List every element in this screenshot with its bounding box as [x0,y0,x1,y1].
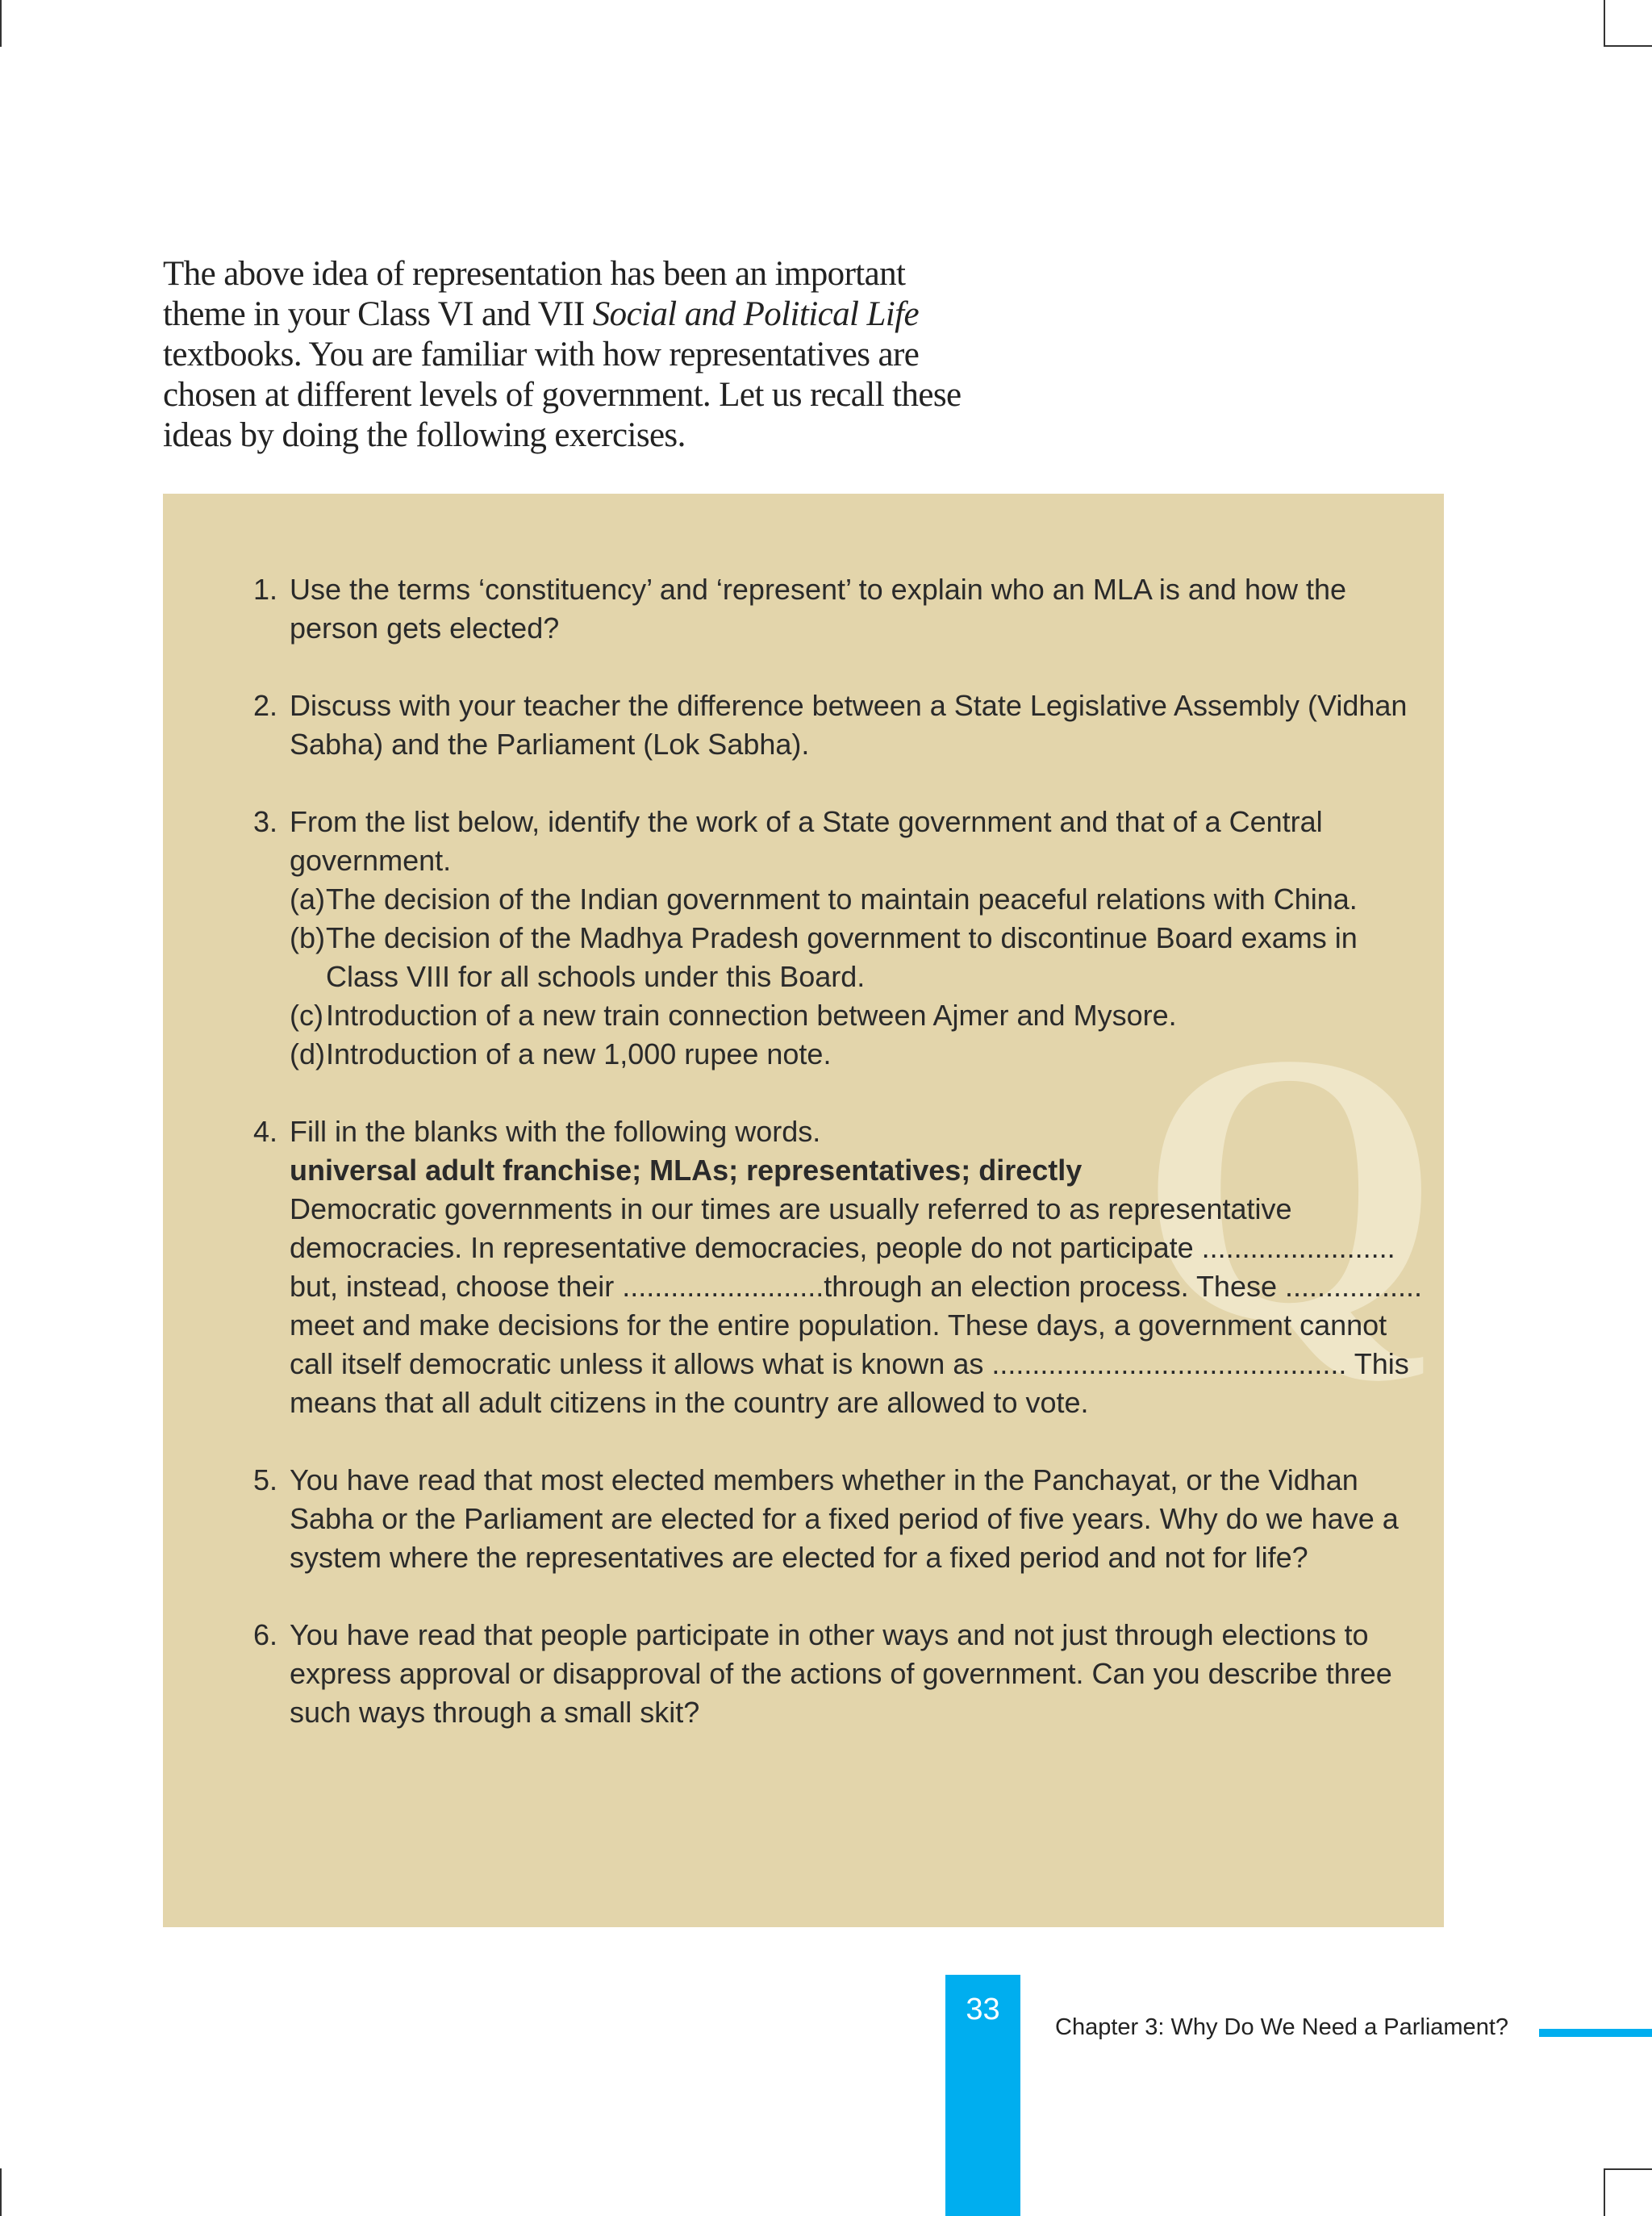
question-item [253,1112,1423,1422]
sub-item-text: The decision of the Madhya Pradesh government to discontinue Board exams in Class VIII for all schools under this Board. [326,921,1358,993]
question-number: 5. [253,1463,278,1496]
sub-item [290,1035,1423,1074]
crop-mark [0,0,2,47]
question-text: You have read that most elected members whether in the Panchayat, or the Vidhan Sabha or the Parliament are elected for a fixed period of five years. Why do we have a system where the representatives are elected for a fixed period and not for life? [290,1463,1399,1574]
question-item [253,687,1423,764]
question-text: Discuss with your teacher the difference between a State Legislative Assembly (Vidhan Sabha) and the Parliament (Lok Sabha). [290,689,1408,761]
question-item [253,1616,1423,1732]
question-item [253,1461,1423,1577]
question-number: 1. [253,573,278,606]
chapter-title: Chapter 3: Why Do We Need a Parliament? [1055,2014,1509,2040]
crop-mark [1604,45,1652,47]
sub-item-label: (d) [290,1037,325,1070]
question-item [253,570,1423,648]
page-number: 33 [966,1993,1000,2026]
question-number: 6. [253,1618,278,1651]
crop-mark [1604,2168,1652,2170]
decorative-q-letter: Q [1139,973,1441,1402]
intro-paragraph [163,254,986,456]
intro-text: The above idea of representation has been an important theme in your Class VI and VII [163,255,906,333]
crop-mark [0,2168,2,2216]
chapter-accent-line [1539,2029,1652,2037]
sub-item [290,996,1423,1035]
crop-mark [1604,0,1605,47]
question-text: You have read that people participate in other ways and not just through elections to express approval or disapproval of the actions of government. Can you describe three such ways through a small skit? [290,1618,1392,1729]
sub-item-label: (b) [290,921,325,954]
question-text: Fill in the blanks with the following words. [290,1115,821,1148]
crop-mark [1604,2168,1605,2216]
sub-item-text: Introduction of a new 1,000 rupee note. [326,1037,832,1070]
question-text: Use the terms ‘constituency’ and ‘represent’ to explain who an MLA is and how the person gets elected? [290,573,1347,645]
question-list [253,570,1423,1771]
sub-item-label: (c) [290,999,323,1032]
sub-item [290,880,1423,919]
book-title: Social and Political Life [592,295,919,333]
word-bank: universal adult franchise; MLAs; representatives; directly [290,1154,1083,1187]
question-item [253,803,1423,1074]
question-number: 2. [253,689,278,722]
question-text: From the list below, identify the work of a State government and that of a Central government. [290,805,1323,877]
sub-item [290,919,1423,996]
sub-item-text: The decision of the Indian government to maintain peaceful relations with China. [326,883,1358,916]
exercise-box [163,494,1444,1927]
page-number-tab [945,1975,1020,2216]
fill-in-passage: Democratic governments in our times are usually referred to as representative democracies. In representative democracies, people do not participate ........................ but, instead, choose their .........................through an election process. These ................. meet and make decisions for the entire population. These days, a government cannot call itself democratic unless it allows what is known as ............................................ This means that all adult citizens in the country are allowed to vote. [290,1192,1423,1419]
intro-text: textbooks. You are familiar with how representatives are chosen at different levels of government. Let us recall these ideas by doing the following exercises. [163,336,962,454]
sub-item-label: (a) [290,883,325,916]
question-number: 3. [253,805,278,838]
question-number: 4. [253,1115,278,1148]
sub-item-text: Introduction of a new train connection between Ajmer and Mysore. [326,999,1177,1032]
